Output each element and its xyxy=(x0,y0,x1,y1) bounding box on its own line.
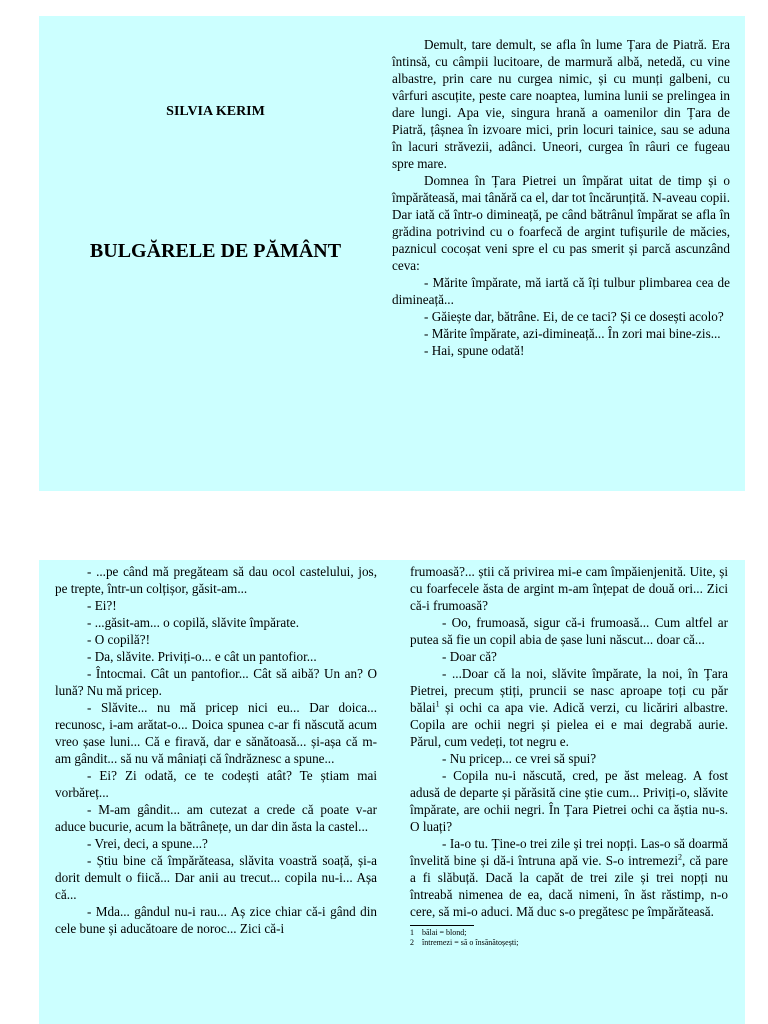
paragraph: - ...găsit-am... o copilă, slăvite împărate. xyxy=(87,615,300,630)
paragraph: - Mărite împărate, mă iartă că îți tulbur plimbarea cea de dimineață... xyxy=(392,275,730,307)
paragraph: Domnea în Țara Pietrei un împărat uitat de timp și o împărăteasă, mai tânără ca el, dar tot încărunțită. N-aveau copii. Dar iată că într-o dimineață, pe când bătrânul împărat se afla în grădina potrivind cu o foarfecă de argint tufișurile de măcies, paznicul cocoșat veni spre el cu pas smerit și parcă ascunzând ceva: xyxy=(392,173,730,273)
paragraph: - Nu pricep... ce vrei să spui? xyxy=(442,751,597,766)
text-run: - Ia-o tu. Ține-o trei zile și trei nopți. Las-o să doarmă învelită bine și dă-i întruna apă vie. S-o intremezi xyxy=(410,836,728,868)
book-title: BULGĂRELE DE PĂMÂNT xyxy=(89,240,342,262)
paragraph: - Slăvite... nu mă pricep nici eu... Dar doica... recunosc, i-am arătat-o... Doica spunea c-ar fi născută acum vreo șase luni... Că e firavă, dar e sănătoasă... și-așa că m-am gândit... să nu vă mâniați că îndrăznesc a spune... xyxy=(55,700,377,766)
footnote xyxy=(410,928,728,938)
paragraph: frumoasă?... știi că privirea mi-e cam împăienjenită. Uite, și cu foarfecele ăsta de argint m-am înțepat de două ori... Zici că-i frumoasă? xyxy=(410,564,728,613)
footnote-number: 2 xyxy=(410,938,414,947)
paragraph: - O copilă?! xyxy=(87,632,150,647)
paragraph xyxy=(410,665,728,750)
author-name: SILVIA KERIM xyxy=(166,104,265,119)
text-run: - ...Doar că la noi, slăvite împărate, la noi, în Țara Pietrei, precum știți, pruncii se nasc aproape toți cu păr bălai xyxy=(410,666,728,715)
paragraph: - ...pe când mă pregăteam să dau ocol castelului, jos, pe trepte, într-un colțișor, găsit-am... xyxy=(55,564,377,596)
paragraph: - Ei? Zi odată, ce te codești atât? Te știam mai vorbăreț... xyxy=(55,768,377,800)
text-run: și ochi ca apa vie. Adică verzi, cu licăriri albastre. Copila are ochii negri și pielea ei e mai degrabă aurie. Părul, cum vedeți, tot negru e. xyxy=(410,700,728,749)
footnote-ref: 1 xyxy=(435,699,440,709)
paragraph: - Copila nu-i născută, cred, pe ăst meleag. A fost adusă de departe și părăsită cine știe cum... Priviți-o, slăvite împărate, are ochii negri. În Țara Pietrei ochi ca ăștia nu-s. O luați? xyxy=(410,768,728,834)
page2-right-column xyxy=(410,563,728,948)
paragraph: - Întocmai. Cât un pantofior... Cât să aibă? Un an? O lună? Nu mă pricep. xyxy=(55,666,377,698)
text-run: , că pare a fi slăbuță. Dacă la capăt de trei zile și trei nopți nu întreabă nimenea de ea, dacă nimeni, în ăst răstimp, n-o cere, să mi-o aduci. Mă duc s-o pregătesc pe împărăteasă. xyxy=(410,853,728,919)
paragraph: - Ei?! xyxy=(87,598,117,613)
footnote-number: 1 xyxy=(410,928,414,937)
paragraph: - Doar că? xyxy=(442,649,497,664)
paragraph: - Mărite împărate, azi-dimineață... În zori mai bine-zis... xyxy=(424,326,721,341)
paragraph: Demult, tare demult, se afla în lume Țara de Piatră. Era întinsă, cu câmpii lucitoare, de marmură albă, netedă, cu vine albastre, prin care nu curgea nimic, și cu munți galbeni, cu vârfuri ascuțite, peste care noaptea, lumina lunii se prelingea in dare lungi. Apa vie, singura hrană a oamenilor din Țara de Piatră, țâșnea în izvoare mici, prin locuri tainice, sau se aduna în lacuri străvezii, adânci. Uneori, curgea în râuri ce fugeau spre mare. xyxy=(392,37,730,171)
paragraph: - Mda... gândul nu-i rau... Aș zice chiar că-i gând din cele bune și aducătoare de noroc... Zici că-i xyxy=(55,904,377,936)
paragraph: - Hai, spune odată! xyxy=(424,343,525,358)
footnote-text: bălai = blond; xyxy=(422,928,467,937)
paragraph: - M-am gândit... am cutezat a crede că poate v-ar aduce bucurie, acum la bătrânețe, un dar din ăsta la castel... xyxy=(55,802,377,834)
footnote-text: întremezi = să o însănătoșești; xyxy=(422,938,519,947)
paragraph: - Vrei, deci, a spune...? xyxy=(87,836,208,851)
page1-text-column xyxy=(392,36,730,359)
footnote-ref: 2 xyxy=(677,852,682,862)
paragraph: - Știu bine că împărăteasa, slăvita voastră soață, și-a dorit demult o fiică... Dar anii au trecut... copila nu-i... Așa că... xyxy=(55,853,377,902)
paragraph: - Găiește dar, bătrâne. Ei, de ce taci? Și ce dosești acolo? xyxy=(424,309,724,324)
paragraph: - Oo, frumoasă, sigur că-i frumoasă... Cum altfel ar putea să fie un copil abia de șase luni născut... doar că... xyxy=(410,615,728,647)
page2-left-column xyxy=(55,563,377,937)
paragraph: - Da, slăvite. Priviți-o... e cât un pantofior... xyxy=(87,649,317,664)
footnote xyxy=(410,938,728,948)
book-page-1 xyxy=(39,16,745,491)
book-page-2 xyxy=(39,560,745,1024)
footnote-divider xyxy=(410,925,474,926)
paragraph xyxy=(410,835,728,920)
